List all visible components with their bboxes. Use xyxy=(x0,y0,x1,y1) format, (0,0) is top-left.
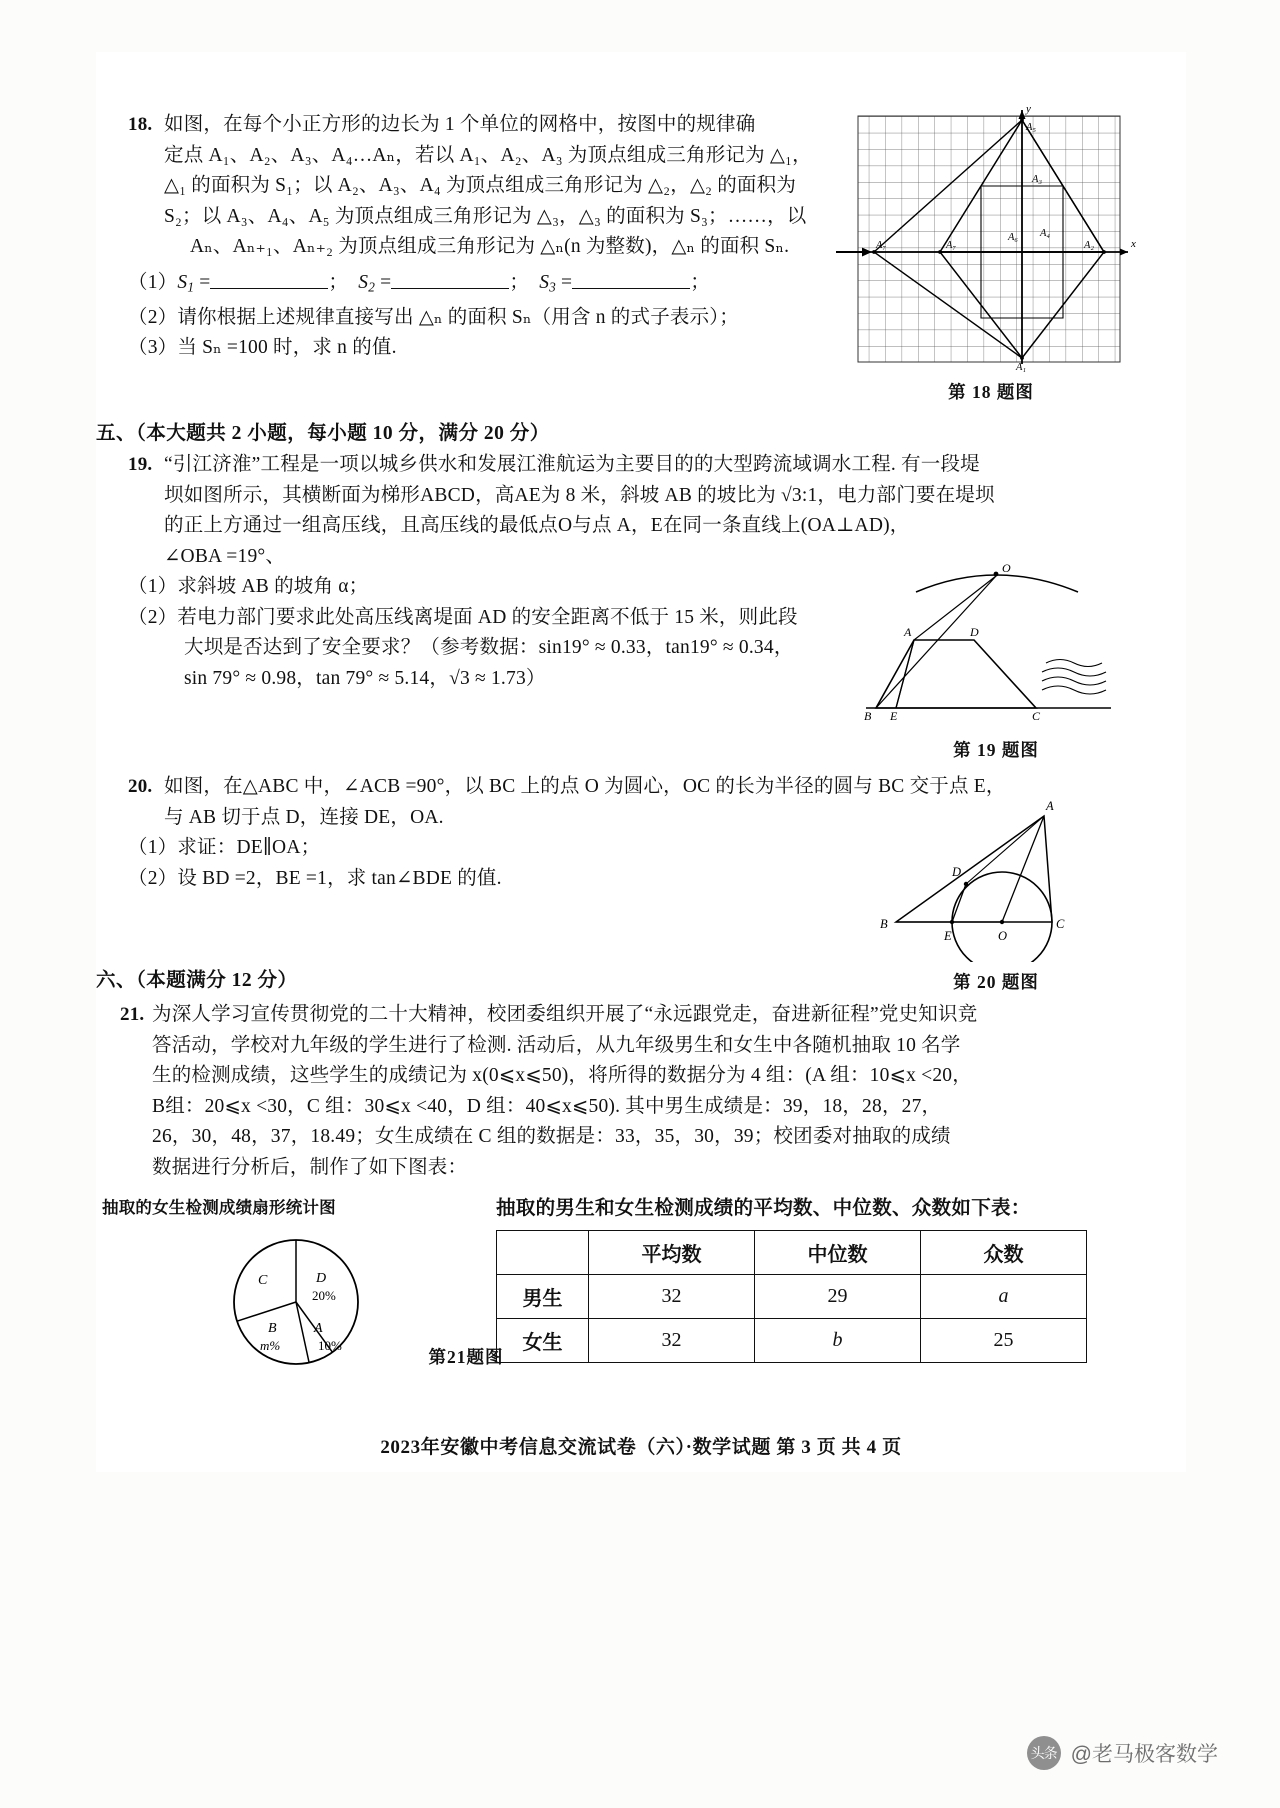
pie-chart xyxy=(196,1224,401,1389)
q18-line-2: 定点 A₁、A₂、A₃、A₄…Aₙ，若以 A₁、A₂、A₃ 为顶点组成三角形记为 △₁， xyxy=(164,144,812,166)
q19-line-3: 的正上方通过一组高压线，且高压线的最低点O与点 A，E在同一条直线上(OA⊥AD)， xyxy=(164,515,910,536)
svg-text:A: A xyxy=(904,625,912,639)
page-footer: 2023年安徽中考信息交流试卷（六）·数学试题 第 3 页 共 4 页 xyxy=(380,1437,902,1458)
table-row xyxy=(497,1319,1087,1363)
pie-value-B: m% xyxy=(260,1338,281,1353)
q18-part-3: （3）当 Sₙ =100 时，求 n 的值. xyxy=(128,337,397,359)
table-corner-cell xyxy=(497,1231,589,1275)
q18-part1-prefix: （1） xyxy=(128,271,178,293)
question-20-number: 20. xyxy=(128,776,153,797)
svg-text:C: C xyxy=(1056,917,1065,931)
q18-line-3: △₁ 的面积为 S₁；以 A₂、A₃、A₄ 为顶点组成三角形记为 △₂，△₂ 的面积为 xyxy=(164,175,797,196)
table-header-row xyxy=(497,1231,1087,1275)
table-header-median: 中位数 xyxy=(755,1231,921,1275)
q21-line-1: 为深人学习宣传贯彻党的二十大精神，校团委组织开展了“永远跟党走，奋进新征程”党史知识竞 xyxy=(152,1004,978,1025)
svg-text:A₃: A₃ xyxy=(1032,174,1043,185)
q19-line-1: “引江济淮”工程是一项以城乡供水和发展江淮航运为主要目的的大型跨流域调水工程. 有一段堤 xyxy=(164,454,980,475)
svg-text:O: O xyxy=(998,929,1008,943)
figure-19 xyxy=(856,550,1136,762)
question-21-number: 21. xyxy=(120,1004,145,1025)
watermark xyxy=(1027,1736,1218,1770)
svg-text:A₄: A₄ xyxy=(1040,228,1051,239)
table-row xyxy=(497,1275,1087,1319)
q19-part-2-line-1: （2）若电力部门要求此处高压线离堤面 AD 的安全距离不低于 15 米，则此段 xyxy=(128,606,798,628)
question-21-body xyxy=(152,1000,1190,1183)
figure-18-caption: 第 18 题图 xyxy=(948,382,1034,402)
svg-text:D: D xyxy=(970,625,979,639)
question-19-number: 19. xyxy=(128,454,153,475)
q20-line-2: 与 AB 切于点 D，连接 DE，OA. xyxy=(164,806,444,828)
section-5-heading: 五、（本大题共 2 小题，每小题 10 分，满分 20 分） xyxy=(96,423,550,444)
svg-text:O: O xyxy=(1002,561,1011,575)
svg-text:B: B xyxy=(864,709,872,723)
pie-value-D: 20% xyxy=(312,1288,336,1303)
svg-text:x: x xyxy=(1131,238,1136,250)
q18-part-1: $(1)S_1$ = ； $S_2$ = ； $S_3$ = ； xyxy=(128,271,710,295)
svg-text:B: B xyxy=(880,917,888,931)
q20-part-1: （1）求证：DE∥OA； xyxy=(128,837,321,858)
svg-text:E: E xyxy=(890,709,898,723)
svg-text:A₅: A₅ xyxy=(1026,122,1037,133)
figure-19-svg xyxy=(856,550,1126,730)
table-header-mean: 平均数 xyxy=(589,1231,755,1275)
question-18-body xyxy=(164,110,828,263)
table-cell-female-median: b xyxy=(755,1319,921,1363)
stat-table-title: 抽取的男生和女生检测成绩的平均数、中位数、众数如下表： xyxy=(496,1198,1031,1219)
figure-20-svg xyxy=(856,792,1126,962)
table-cell-male-mode: a xyxy=(921,1275,1087,1319)
q21-line-6: 数据进行分析后，制作了如下图表： xyxy=(152,1156,468,1178)
toutiao-logo-icon: 头条 xyxy=(1027,1736,1061,1770)
pie-label-C: C xyxy=(258,1273,268,1288)
watermark-text: @老马极客数学 xyxy=(1070,1743,1218,1766)
q18-line-4: S₂；以 A₃、A₄、A₅ 为顶点组成三角形记为 △₃，△₃ 的面积为 S₃；……，以 xyxy=(164,205,807,227)
figure-18-svg xyxy=(836,100,1136,372)
q18-blank-s2[interactable] xyxy=(391,271,509,290)
question-21 xyxy=(120,1000,1190,1183)
svg-text:E: E xyxy=(944,929,952,943)
figure-18 xyxy=(836,100,1146,404)
q18-part-2: （2）请你根据上述规律直接写出 △ₙ 的面积 Sₙ（用含 n 的式子表示）； xyxy=(128,306,739,328)
svg-text:A: A xyxy=(1046,799,1054,813)
svg-text:C: C xyxy=(1032,709,1041,723)
stat-table xyxy=(496,1230,1087,1363)
table-row-label-male: 男生 xyxy=(497,1275,589,1319)
figure-19-caption: 第 19 题图 xyxy=(953,740,1039,760)
q21-line-5: 26，30，48，37，18.49；女生成绩在 C 组的数据是：33，35，30，39；校团委对抽取的成绩 xyxy=(152,1126,951,1147)
question-18-number: 18. xyxy=(128,114,153,135)
question-18 xyxy=(128,110,828,364)
q20-line-1: 如图，在△ABC 中，∠ACB =90°，以 BC 上的点 O 为圆心，OC 的长为半径的圆与 BC 交于点 E， xyxy=(164,776,1006,797)
q20-part-2: （2）设 BD =2，BE =1，求 tan∠BDE 的值. xyxy=(128,867,502,889)
q19-part-2-line-2: 大坝是否达到了安全要求？（参考数据：sin19° ≈ 0.33，tan19° ≈ 0.34， xyxy=(184,637,794,658)
q18-line-1: 如图，在每个小正方形的边长为 1 个单位的网格中，按图中的规律确 xyxy=(164,114,756,135)
q19-part-1: （1）求斜坡 AB 的坡角 α； xyxy=(128,576,369,597)
figure-20 xyxy=(856,792,1136,994)
svg-text:A₇: A₇ xyxy=(876,240,887,251)
svg-text:y: y xyxy=(1026,103,1031,115)
q18-blank-s3[interactable] xyxy=(572,271,690,290)
table-header-mode: 众数 xyxy=(921,1231,1087,1275)
svg-text:D: D xyxy=(952,865,962,879)
pie-label-A: A xyxy=(314,1321,323,1336)
section-6-heading: 六、（本题满分 12 分） xyxy=(96,970,298,991)
q18-line-5: Aₙ、Aₙ₊₁、Aₙ₊₂ 为顶点组成三角形记为 △ₙ(n 为整数)，△ₙ 的面积 Sₙ. xyxy=(190,236,790,257)
q21-line-2: 答活动，学校对九年级的学生进行了检测. 活动后，从九年级男生和女生中各随机抽取 10 名学 xyxy=(152,1034,961,1056)
pie-chart-title: 抽取的女生检测成绩扇形统计图 xyxy=(102,1198,336,1217)
q19-line-2: 坝如图所示，其横断面为梯形ABCD，高AE为 8 米，斜坡 AB 的坡比为 √3:1，电力部门要在堤坝 xyxy=(164,484,995,506)
pie-value-A: 10% xyxy=(318,1338,342,1353)
table-cell-male-median: 29 xyxy=(755,1275,921,1319)
q21-line-3: 生的检测成绩，这些学生的成绩记为 x(0⩽x⩽50)，将所得的数据分为 4 组：(A 组：10⩽x <20， xyxy=(152,1065,972,1086)
table-cell-female-mode: 25 xyxy=(921,1319,1087,1363)
svg-text:A₁: A₁ xyxy=(1016,362,1027,372)
q18-blank-s1[interactable] xyxy=(210,271,328,290)
q19-line-4: ∠OBA =19°、 xyxy=(164,545,286,567)
svg-text:A₆: A₆ xyxy=(1008,232,1019,243)
table-cell-male-mean: 32 xyxy=(589,1275,755,1319)
pie-label-B: B xyxy=(268,1321,277,1336)
figure-20-caption: 第 20 题图 xyxy=(953,972,1039,992)
svg-text:A₇: A₇ xyxy=(946,240,957,251)
q19-part-2-line-3: sin 79° ≈ 0.98，tan 79° ≈ 5.14，√3 ≈ 1.73） xyxy=(184,667,546,689)
table-cell-female-mean: 32 xyxy=(589,1319,755,1363)
pie-label-D: D xyxy=(316,1271,327,1286)
svg-text:A₂: A₂ xyxy=(1084,240,1095,251)
figure-21-caption: 第21题图 xyxy=(428,1347,504,1367)
table-row-label-female: 女生 xyxy=(497,1319,589,1363)
q21-line-4: B组：20⩽x <30，C 组：30⩽x <40，D 组：40⩽x⩽50). 其中男生成绩是：39，18，28，27， xyxy=(152,1095,942,1117)
pie-chart-svg xyxy=(196,1224,401,1384)
paper-sheet xyxy=(96,52,1186,1472)
